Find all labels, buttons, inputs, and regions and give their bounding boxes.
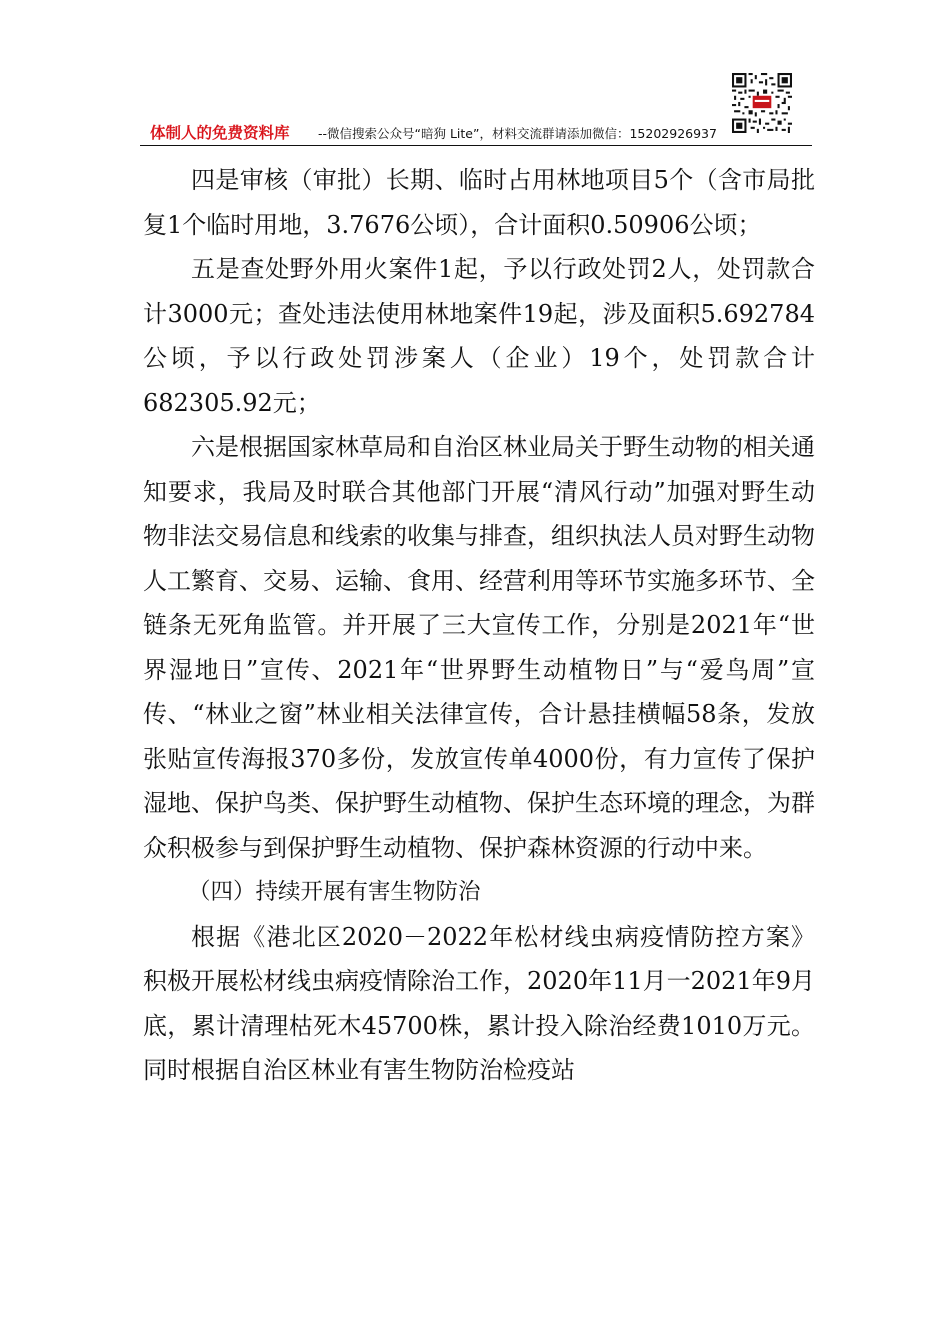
header-brand: 体制人的免费资料库 — [150, 124, 290, 142]
paragraph-four: 四是审核（审批）长期、临时占用林地项目5个（含市局批复1个临时用地，3.7676公顷），合计面积0.50906公顷； — [143, 166, 815, 239]
document-body — [143, 158, 815, 1093]
section-heading-four: （四）持续开展有害生物防治 — [188, 879, 481, 905]
qr-code-icon — [732, 73, 792, 133]
document-header — [140, 118, 820, 146]
paragraph-pest-control: 根据《港北区2020－2022年松材线虫病疫情防控方案》积极开展松材线虫病疫情除治工作，2020年11月一2021年9月底，累计清理枯死木45700株，累计投入除治经费1010万元。同时根据自治区林业有害生物防治检疫站 — [143, 922, 815, 1084]
paragraph-five: 五是查处野外用火案件1起，予以行政处罚2人，处罚款合计3000元；查处违法使用林地案件19起，涉及面积5.692784公顷，予以行政处罚涉案人（企业）19个，处罚款合计682305.92元； — [143, 255, 815, 417]
header-divider — [140, 145, 812, 146]
paragraph-six: 六是根据国家林草局和自治区林业局关于野生动物的相关通知要求，我局及时联合其他部门开展“清风行动”加强对野生动物非法交易信息和线索的收集与排查，组织执法人员对野生动物人工繁育、交易、运输、食用、经营利用等环节实施多环节、全链条无死角监管。并开展了三大宣传工作，分别是2021年“世界湿地日”宣传、2021年“世界野生动植物日”与“爱鸟周”宣传、“林业之窗”林业相关法律宣传，合计悬挂横幅58条，发放张贴宣传海报370多份，发放宣传单4000份，有力宣传了保护湿地、保护鸟类、保护野生动植物、保护生态环境的理念，为群众积极参与到保护野生动植物、保护森林资源的行动中来。 — [143, 433, 815, 862]
header-subtitle: --微信搜索公众号“暗狗 Lite”，材料交流群请添加微信：15202926937 — [318, 126, 717, 141]
